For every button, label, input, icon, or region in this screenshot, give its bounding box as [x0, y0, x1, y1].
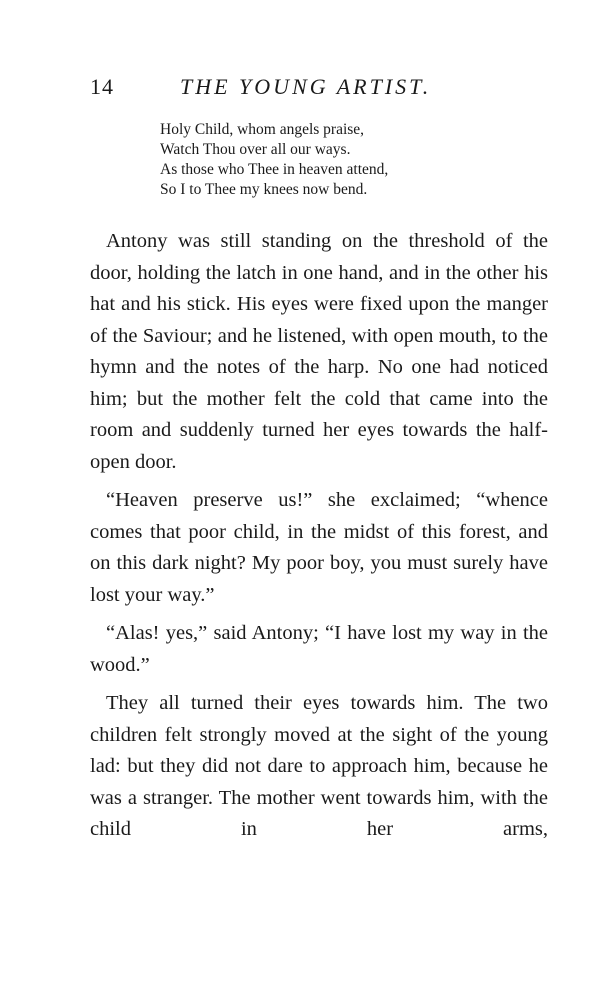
- page-number: 14: [90, 74, 114, 99]
- paragraph: They all turned their eyes towards him. The two children felt strongly moved at the sight of the young lad: but they did not dare to approach him, because he was a stranger. The mother went towards him, with the child in her arms,: [90, 692, 548, 840]
- page-header: [90, 74, 550, 106]
- paragraph: “Heaven preserve us!” she exclaimed; “whence comes that poor child, in the midst of this forest, and on this dark night? My poor boy, you must surely have lost your way.”: [90, 489, 548, 606]
- poem-stanza: [160, 120, 520, 200]
- running-title: THE YOUNG ARTIST.: [180, 74, 432, 99]
- paragraph: “Alas! yes,” said Antony; “I have lost my way in the wood.”: [90, 622, 548, 676]
- poem-line: Holy Child, whom angels praise,: [160, 121, 365, 138]
- body-text: [90, 226, 548, 846]
- poem-line: Watch Thou over all our ways.: [160, 141, 351, 158]
- poem-line: As those who Thee in heaven attend,: [160, 161, 389, 178]
- paragraph: Antony was still standing on the threshold of the door, holding the latch in one hand, and in the other his hat and his stick. His eyes were fixed upon the manger of the Saviour; and he listened, with open mouth, to the hymn and the notes of the harp. No one had noticed him; but the mother felt the cold that came into the room and suddenly turned her eyes towards the half-open door.: [90, 230, 548, 473]
- poem-line: So I to Thee my knees now bend.: [160, 181, 368, 198]
